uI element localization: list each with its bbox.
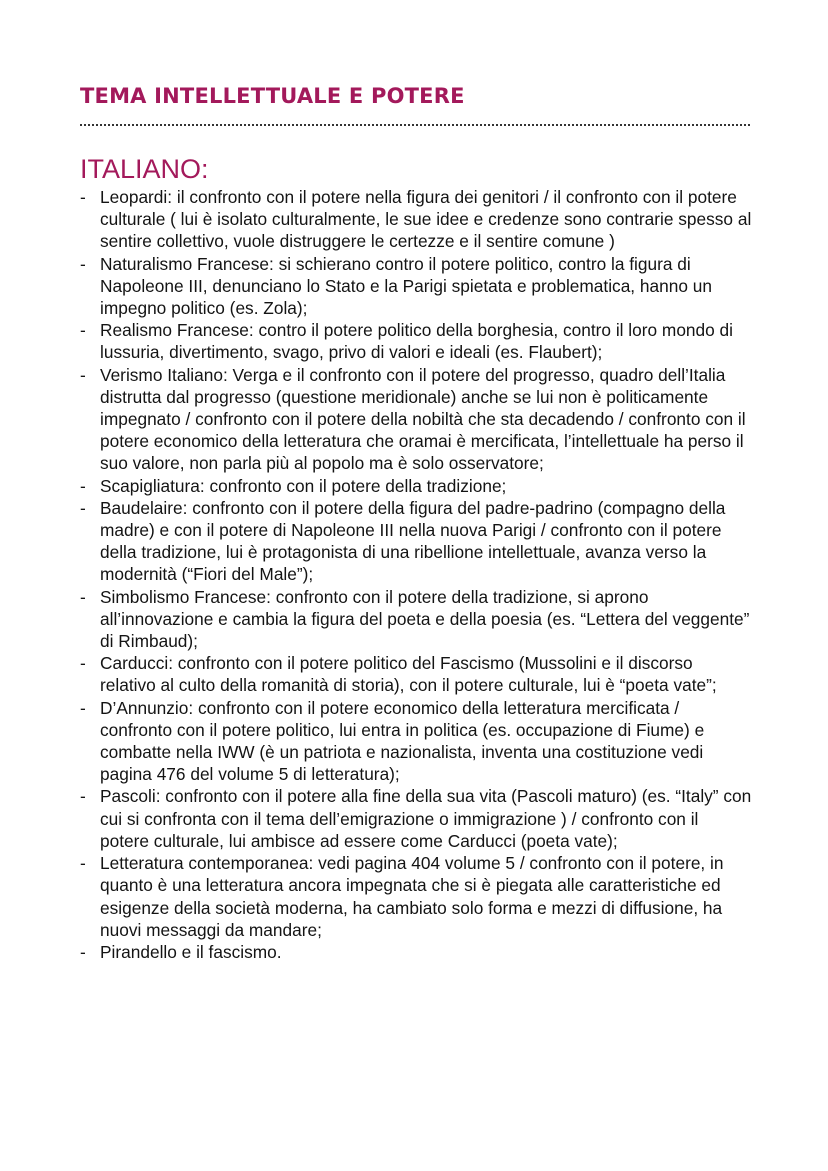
list-item-text: Pirandello e il fascismo. [100,941,282,962]
list-item-dannunzio [80,697,752,786]
dash-bullet-icon: - [80,786,86,807]
dash-bullet-icon: - [80,475,86,496]
list-item-text: Realismo Francese: contro il potere politico della borghesia, contro il loro mondo di lussuria, divertimento, svago, privo di valori e ideali (es. Flaubert); [100,320,734,363]
list-item-carducci [80,652,752,696]
list-item-leopardi [80,186,752,253]
list-item-naturalismo [80,253,752,320]
list-item-text: Letteratura contemporanea: vedi pagina 404 volume 5 / confronto con il potere, in quanto è una letteratura ancora impegnata che si è piegata alle caratteristiche ed esigenze della società moderna, ha cambiato solo forma e mezzi di diffusione, ha nuovi messaggi da mandare; [100,853,724,940]
topic-list [80,186,752,963]
list-item-text: D’Annunzio: confronto con il potere economico della letteratura mercificata / confronto con il potere politico, lui entra in politica (es. occupazione di Fiume) e combatte nella IWW (è un patriota e nazionalista, inventa una costituzione vedi pagina 476 del volume 5 di letteratura); [100,697,705,785]
list-item-text: Verismo Italiano: Verga e il confronto con il potere del progresso, quadro dell’Italia distrutta dal progresso (questione meridionale) anche se lui non è politicamente impegnato / confronto con il potere della nobiltà che sta decadendo / confronto con il potere economico della letteratura che oramai è mercificata, l’intellettuale ha perso il suo valore, non parla più al popolo ma è solo osservatore; [100,364,746,474]
list-item-text: Simbolismo Francese: confronto con il potere della tradizione, si aprono all’innovazione e cambia la figura del poeta e della poesia (es. “Lettera del veggente” di Rimbaud); [100,586,750,652]
list-item-letteratura-contemporanea [80,852,752,941]
list-item-text: Scapigliatura: confronto con il potere della tradizione; [100,475,507,496]
dash-bullet-icon: - [80,653,86,674]
list-item-text: Carducci: confronto con il potere politico del Fascismo (Mussolini e il discorso relativo al culto della romanità di storia), con il potere culturale, lui è “poeta vate”; [100,653,717,696]
list-item-scapigliatura [80,475,752,497]
dash-bullet-icon: - [80,941,86,962]
dash-bullet-icon: - [80,697,86,718]
list-item-text: Naturalismo Francese: si schierano contro il potere politico, contro la figura di Napoleone III, denunciano lo Stato e la Parigi spietata e problematica, hanno un impegno politico (es. Zola); [100,253,712,319]
list-item-realismo [80,319,752,363]
list-item-pirandello [80,941,752,963]
list-item-verismo [80,364,752,475]
list-item-text: Pascoli: confronto con il potere alla fine della sua vita (Pascoli maturo) (es. “Italy” con cui si confronta con il tema dell’emigrazione o immigrazione ) / confronto con il potere culturale, lui ambisce ad essere come Carducci (poeta vate); [100,786,752,851]
dash-bullet-icon: - [80,253,86,274]
section-heading: ITALIANO: [80,154,209,184]
list-item-baudelaire [80,497,752,586]
list-item-text: Leopardi: il confronto con il potere nella figura dei genitori / il confronto con il potere culturale ( lui è isolato culturalmente, le sue idee e credenze sono contrarie spesso al sentire collettivo, vuole distruggere le certezze e il sentire comune ) [100,187,752,252]
dash-bullet-icon: - [80,497,86,518]
dash-bullet-icon: - [80,853,86,874]
list-item-pascoli [80,785,752,852]
dotted-divider [80,124,750,126]
dash-bullet-icon: - [80,320,86,341]
page-title: TEMA INTELLETTUALE E POTERE [80,84,465,108]
dash-bullet-icon: - [80,586,86,607]
dash-bullet-icon: - [80,364,86,385]
list-item-simbolismo [80,586,752,653]
list-item-text: Baudelaire: confronto con il potere della figura del padre-padrino (compagno della madre) e con il potere di Napoleone III nella nuova Parigi / confronto con il potere della tradizione, lui è protagonista di una ribellione intellettuale, avanza verso la modernità (“Fiori del Male”); [100,497,726,585]
dash-bullet-icon: - [80,187,86,207]
